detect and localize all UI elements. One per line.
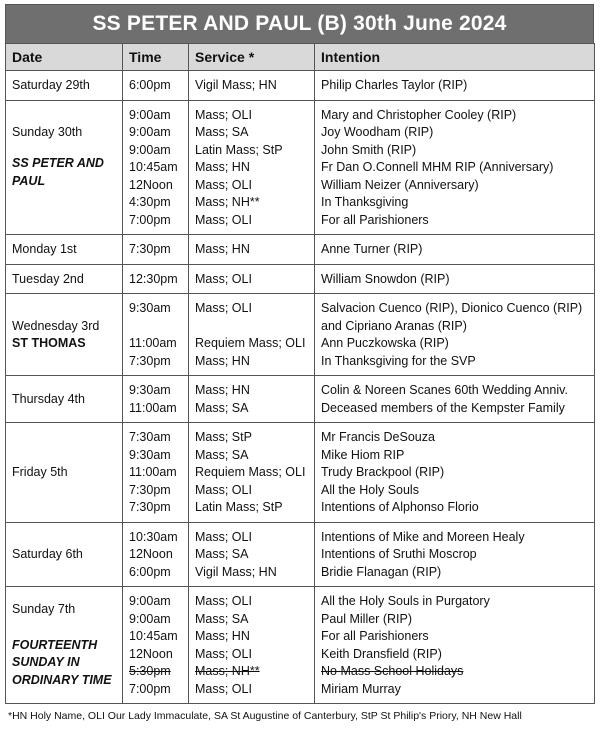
time-spacer: [129, 318, 182, 336]
time-value: 9:30am: [129, 447, 171, 462]
service-cell: [189, 587, 315, 704]
service-value: Mass; HN: [195, 629, 250, 643]
time-value: 10:45am: [129, 160, 178, 174]
service-value: Mass; OLI: [195, 212, 252, 227]
service-value: Mass; SA: [195, 125, 249, 139]
intention-value: Deceased members of the Kempster Family: [321, 400, 565, 415]
intention-value: All the Holy Souls in Purgatory: [321, 594, 490, 608]
mass-schedule-sheet: [5, 4, 594, 704]
intention-value: Bridie Flanagan (RIP): [321, 564, 442, 579]
day-cell: [6, 100, 123, 235]
service-value: Mass; SA: [195, 447, 249, 462]
day-label: Tuesday 2nd: [12, 271, 84, 286]
intention-cell: [315, 100, 595, 235]
intention-value: Joy Woodham (RIP): [321, 125, 434, 139]
feast-label: SS PETER AND PAUL: [12, 156, 104, 188]
intention-cell: [315, 522, 595, 587]
day-label: Saturday 29th: [12, 78, 90, 92]
feast-label: SUNDAY IN: [12, 655, 80, 669]
intention-value: In Thanksgiving for the SVP: [321, 353, 476, 368]
service-value: Mass; HN: [195, 383, 250, 397]
day-cell: [6, 235, 123, 265]
header-date: Date: [6, 44, 123, 71]
time-value: 7:30pm: [129, 242, 171, 256]
day-label: Sunday 7th: [12, 602, 76, 616]
intention-value: William Neizer (Anniversary): [321, 177, 479, 192]
time-cell: [123, 235, 189, 265]
service-value: Mass; NH**: [195, 195, 260, 209]
intention-value: Intentions of Sruthi Moscrop: [321, 547, 477, 561]
intention-value: Mike Hiom RIP: [321, 447, 405, 462]
day-cell: [6, 376, 123, 423]
time-value: 9:00am: [129, 594, 171, 608]
time-value: 7:30am: [129, 430, 171, 444]
service-cell: [189, 100, 315, 235]
service-value: Mass; SA: [195, 611, 249, 626]
table-row: [6, 587, 595, 704]
time-value: 9:30am: [129, 383, 171, 397]
header-time: Time: [123, 44, 189, 71]
intention-value: John Smith (RIP): [321, 142, 417, 157]
intention-value: Intentions of Alphonso Florio: [321, 500, 479, 514]
intention-cell: [315, 71, 595, 101]
intention-cell: [315, 235, 595, 265]
time-value: 11:00am: [129, 465, 177, 479]
intention-value: William Snowdon (RIP): [321, 271, 450, 286]
time-value: 7:00pm: [129, 212, 171, 227]
service-cell: [189, 264, 315, 294]
intention-value: In Thanksgiving: [321, 195, 409, 209]
service-value: Mass; HN: [195, 353, 250, 368]
service-cell: [189, 522, 315, 587]
day-cell: [6, 587, 123, 704]
service-spacer: [195, 318, 308, 336]
service-value: Requiem Mass; OLI: [195, 336, 306, 350]
intention-cell: [315, 264, 595, 294]
service-value-cancelled: Mass; NH**: [195, 664, 260, 678]
intention-value: and Cipriano Aranas (RIP): [321, 318, 467, 333]
time-value: 9:00am: [129, 611, 171, 626]
time-value: 9:00am: [129, 125, 171, 139]
day-label: Wednesday 3rd: [12, 318, 100, 333]
intention-value: Trudy Brackpool (RIP): [321, 465, 445, 479]
service-value: Mass; OLI: [195, 594, 252, 608]
intention-cell: [315, 294, 595, 376]
time-value: 7:00pm: [129, 681, 171, 696]
service-cell: [189, 294, 315, 376]
service-value: Mass; OLI: [195, 177, 252, 192]
intention-cell: [315, 423, 595, 523]
page-title: SS PETER AND PAUL (B) 30th June 2024: [5, 4, 594, 43]
table-row: [6, 100, 595, 235]
day-label: Saturday 6th: [12, 547, 83, 561]
time-cell: [123, 587, 189, 704]
time-value-cancelled: 5:30pm: [129, 664, 171, 678]
service-value: Vigil Mass; HN: [195, 564, 277, 579]
day-cell: [6, 71, 123, 101]
intention-cell: [315, 587, 595, 704]
time-value: 4:30pm: [129, 195, 171, 209]
schedule-table: [5, 43, 595, 704]
service-value: Mass; SA: [195, 547, 249, 561]
intention-value: Miriam Murray: [321, 681, 401, 696]
service-value: Mass; OLI: [195, 482, 252, 497]
service-value: Requiem Mass; OLI: [195, 465, 306, 479]
table-row: [6, 264, 595, 294]
time-value: 9:30am: [129, 301, 171, 315]
day-cell: [6, 264, 123, 294]
service-value: Mass; SA: [195, 400, 249, 415]
time-value: 9:00am: [129, 142, 171, 157]
intention-value: Colin & Noreen Scanes 60th Wedding Anniv.: [321, 383, 568, 397]
service-cell: [189, 71, 315, 101]
day-label: Monday 1st: [12, 242, 77, 256]
intention-value: Salvacion Cuenco (RIP), Dionico Cuenco (RIP): [321, 301, 583, 315]
time-value: 9:00am: [129, 107, 171, 122]
footnote: *HN Holy Name, OLI Our Lady Immaculate, SA St Augustine of Canterbury, StP St Philip's Priory, NH New Hall: [8, 710, 522, 722]
time-value: 10:45am: [129, 629, 178, 643]
intention-value: Mary and Christopher Cooley (RIP): [321, 107, 517, 122]
day-label: Thursday 4th: [12, 391, 85, 406]
intention-value: All the Holy Souls: [321, 482, 419, 497]
intention-value: For all Parishioners: [321, 212, 429, 227]
service-value: Mass; OLI: [195, 681, 252, 696]
table-row: [6, 235, 595, 265]
time-value: 7:30pm: [129, 353, 171, 368]
feast-label: ST THOMAS: [12, 336, 86, 350]
time-cell: [123, 376, 189, 423]
service-value: Mass; HN: [195, 160, 250, 174]
service-value: Mass; OLI: [195, 271, 252, 286]
time-value: 7:30pm: [129, 500, 171, 514]
intention-value: Philip Charles Taylor (RIP): [321, 78, 468, 92]
time-value: 6:00pm: [129, 78, 171, 92]
time-value: 12:30pm: [129, 271, 178, 286]
intention-value: For all Parishioners: [321, 629, 429, 643]
table-row: [6, 294, 595, 376]
time-value: 12Noon: [129, 177, 173, 192]
intention-value: Paul Miller (RIP): [321, 611, 412, 626]
feast-label: ORDINARY TIME: [12, 672, 112, 687]
time-value: 10:30am: [129, 529, 178, 544]
table-row: [6, 423, 595, 523]
table-row: [6, 376, 595, 423]
day-cell: [6, 423, 123, 523]
time-value: 7:30pm: [129, 482, 171, 497]
day-cell: [6, 522, 123, 587]
intention-value: Ann Puczkowska (RIP): [321, 336, 449, 350]
time-cell: [123, 264, 189, 294]
service-cell: [189, 376, 315, 423]
time-value: 12Noon: [129, 646, 173, 661]
feast-label: FOURTEENTH: [12, 637, 98, 652]
service-value: Mass; StP: [195, 430, 252, 444]
intention-value-cancelled: No Mass School Holidays: [321, 664, 464, 678]
time-value: 11:00am: [129, 400, 177, 415]
service-value: Latin Mass; StP: [195, 500, 283, 514]
intention-value: Keith Dransfield (RIP): [321, 646, 442, 661]
day-label: Sunday 30th: [12, 124, 83, 139]
header-row: [6, 44, 595, 71]
time-cell: [123, 100, 189, 235]
header-intention: Intention: [315, 44, 595, 71]
header-service: Service *: [189, 44, 315, 71]
intention-value: Fr Dan O.Connell MHM RIP (Anniversary): [321, 160, 554, 174]
time-value: 6:00pm: [129, 564, 171, 579]
time-cell: [123, 522, 189, 587]
table-row: [6, 522, 595, 587]
service-value: Latin Mass; StP: [195, 142, 283, 157]
time-cell: [123, 71, 189, 101]
intention-value: Mr Francis DeSouza: [321, 430, 435, 444]
service-value: Mass; OLI: [195, 529, 252, 544]
time-value: 11:00am: [129, 336, 177, 350]
time-cell: [123, 423, 189, 523]
table-row: [6, 71, 595, 101]
service-value: Mass; OLI: [195, 107, 252, 122]
service-value: Vigil Mass; HN: [195, 78, 277, 92]
service-cell: [189, 235, 315, 265]
service-value: Mass; HN: [195, 242, 250, 256]
intention-value: Intentions of Mike and Moreen Healy: [321, 529, 525, 544]
time-value: 12Noon: [129, 547, 173, 561]
service-value: Mass; OLI: [195, 646, 252, 661]
intention-value: Anne Turner (RIP): [321, 242, 423, 256]
day-cell: [6, 294, 123, 376]
intention-cell: [315, 376, 595, 423]
time-cell: [123, 294, 189, 376]
service-cell: [189, 423, 315, 523]
service-value: Mass; OLI: [195, 301, 252, 315]
day-label: Friday 5th: [12, 465, 68, 479]
